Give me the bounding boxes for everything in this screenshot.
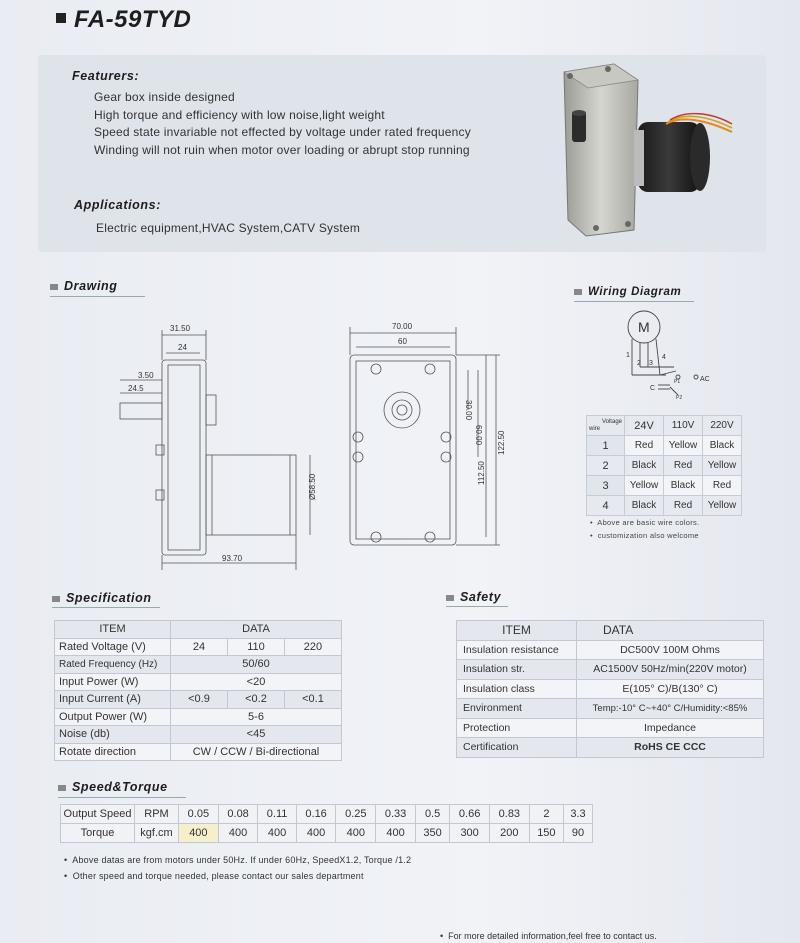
spec-value: 5-6 — [171, 708, 342, 726]
contact-note-text: For more detailed information,feel free to contact us. — [448, 931, 657, 941]
specification-table — [54, 620, 342, 761]
dim-label: 122.50 — [497, 430, 506, 455]
speed-cell: 0.83 — [489, 805, 529, 824]
safety-value: AC1500V 50Hz/min(220V motor) — [577, 660, 764, 680]
title-square-icon — [56, 13, 66, 23]
corner-voltage-label: Voltage — [601, 418, 622, 425]
contact-note: • For more detailed information,feel free to contact us. — [440, 931, 657, 941]
corner-wire-label: wire — [589, 425, 601, 432]
pin-label: 1 — [626, 352, 630, 359]
voltage-header: 110V — [664, 416, 703, 436]
pin-label: 3 — [649, 360, 653, 367]
speed-row-label: Output Speed — [61, 805, 135, 824]
wire-color-cell: Red — [664, 456, 703, 476]
wire-note-text: customization also welcome — [597, 531, 699, 540]
spec-label: Noise (db) — [55, 726, 171, 744]
feature-item: Speed state invariable not effected by voltage under rated frequency — [94, 125, 471, 139]
wire-color-cell: Red — [625, 436, 664, 456]
safety-label: Protection — [457, 718, 577, 738]
spec-value: 50/60 — [171, 656, 342, 674]
safety-underline — [446, 606, 508, 607]
dim-label: 60.00 — [474, 425, 483, 446]
spec-label: Rotate direction — [55, 743, 171, 761]
torque-cell: 150 — [529, 824, 563, 843]
safety-label: Environment — [457, 699, 577, 719]
speed-torque-heading — [58, 780, 168, 794]
wire-color-cell: Black — [664, 476, 703, 496]
speed-cell: 0.33 — [376, 805, 416, 824]
dim-label: 24.5 — [128, 384, 144, 393]
speed-torque-heading-text: Speed&Torque — [72, 780, 168, 794]
features-list — [94, 89, 471, 159]
safety-col-item: ITEM — [457, 621, 577, 641]
footnote: • Other speed and torque needed, please contact our sales department — [64, 871, 364, 881]
spec-value: 24 — [171, 638, 228, 656]
feature-item: Winding will not ruin when motor over loading or abrupt stop running — [94, 142, 470, 157]
torque-cell: 300 — [450, 824, 490, 843]
torque-row-unit: kgf.cm — [135, 824, 179, 843]
section-marker-icon — [52, 596, 60, 602]
dim-label: 24 — [178, 343, 187, 352]
wire-table-corner — [587, 416, 625, 436]
speed-cell: 0.11 — [258, 805, 296, 824]
spec-label: Input Power (W) — [55, 673, 171, 691]
feature-item: Gear box inside designed — [94, 90, 235, 104]
wire-color-cell: Yellow — [703, 456, 742, 476]
safety-value: E(105° C)/B(130° C) — [577, 679, 764, 699]
spec-underline — [52, 607, 160, 608]
safety-heading-text: Safety — [460, 590, 502, 604]
pin-label: 4 — [662, 354, 666, 361]
safety-label: Insulation class — [457, 679, 577, 699]
wire-color-cell: Black — [625, 496, 664, 516]
footnote-text: Above datas are from motors under 50Hz. If under 60Hz, SpeedX1.2, Torque /1.2 — [72, 855, 412, 865]
speed-cell: 2 — [529, 805, 563, 824]
wire-number: 2 — [587, 456, 625, 476]
spec-value: <20 — [171, 673, 342, 691]
spec-value: <0.1 — [284, 691, 341, 709]
dim-label: Ø58.50 — [308, 473, 317, 500]
dim-label: 93.70 — [222, 554, 243, 563]
p2-label: P2 — [676, 395, 683, 401]
wiring-underline — [574, 301, 694, 302]
wire-color-cell: Yellow — [664, 436, 703, 456]
wire-color-cell: Yellow — [703, 496, 742, 516]
drawing-heading — [50, 279, 118, 293]
wiring-heading — [574, 286, 681, 298]
dim-label: 31.50 — [170, 324, 191, 333]
dim-label: 30.00 — [464, 400, 473, 421]
wiring-diagram — [600, 305, 730, 405]
wire-number: 3 — [587, 476, 625, 496]
spec-col-item: ITEM — [55, 621, 171, 639]
spec-value: 220 — [284, 638, 341, 656]
safety-col-data: DATA — [577, 621, 764, 641]
torque-cell: 200 — [489, 824, 529, 843]
speed-cell: 0.16 — [296, 805, 336, 824]
speed-torque-table — [60, 804, 593, 843]
spec-col-data: DATA — [171, 621, 342, 639]
speed-cell: 3.3 — [564, 805, 593, 824]
capacitor-label: C — [650, 385, 656, 392]
section-marker-icon — [574, 289, 582, 295]
spec-label: Input Current (A) — [55, 691, 171, 709]
voltage-header: 220V — [703, 416, 742, 436]
voltage-header: 24V — [625, 416, 664, 436]
spec-label: Output Power (W) — [55, 708, 171, 726]
product-title-text: FA-59TYD — [74, 6, 192, 33]
specification-heading — [52, 591, 152, 605]
wire-color-table — [586, 415, 742, 516]
dim-label: 60 — [398, 337, 407, 346]
wire-color-cell: Black — [625, 456, 664, 476]
wiring-heading-text: Wiring Diagram — [588, 286, 682, 298]
section-marker-icon — [58, 785, 66, 791]
features-heading: Featurers: — [72, 69, 140, 83]
safety-value: Impedance — [577, 718, 764, 738]
spec-value: 110 — [227, 638, 284, 656]
safety-heading — [446, 590, 501, 604]
speed-underline — [58, 797, 186, 798]
speed-cell: 0.66 — [450, 805, 490, 824]
applications-heading: Applications: — [74, 198, 161, 212]
safety-label: Insulation resistance — [457, 640, 577, 660]
speed-cell: 0.5 — [415, 805, 449, 824]
wire-note-text: Above are basic wire colors. — [597, 518, 700, 527]
spec-value: CW / CCW / Bi-directional — [171, 743, 342, 761]
spec-value: <45 — [171, 726, 342, 744]
torque-row-label: Torque — [61, 824, 135, 843]
ac-label: AC — [700, 376, 710, 383]
spec-label: Rated Voltage (V) — [55, 638, 171, 656]
torque-cell: 90 — [564, 824, 593, 843]
speed-cell: 0.08 — [218, 805, 258, 824]
safety-value: DC500V 100M Ohms — [577, 640, 764, 660]
torque-cell: 400 — [218, 824, 258, 843]
section-marker-icon — [446, 595, 454, 601]
product-title — [56, 6, 191, 34]
motor-photo — [556, 60, 736, 240]
wire-color-cell: Black — [703, 436, 742, 456]
wire-number: 4 — [587, 496, 625, 516]
torque-cell: 400 — [179, 824, 219, 843]
speed-cell: 0.05 — [179, 805, 219, 824]
wire-note: • Above are basic wire colors. — [590, 518, 700, 527]
specification-heading-text: Specification — [66, 591, 152, 605]
pin-label: 2 — [637, 360, 641, 367]
section-marker-icon — [50, 284, 58, 290]
dim-label: 3.50 — [138, 371, 154, 380]
wire-note: • customization also welcome — [590, 531, 699, 540]
speed-row-unit: RPM — [135, 805, 179, 824]
footnote-text: Other speed and torque needed, please contact our sales department — [72, 871, 364, 881]
safety-label: Certification — [457, 738, 577, 758]
spec-value: <0.9 — [171, 691, 228, 709]
technical-drawing — [100, 315, 540, 575]
safety-value: Temp:-10° C~+40° C/Humidity:<85% — [577, 699, 764, 719]
feature-item: High torque and efficiency with low noise,light weight — [94, 107, 385, 122]
torque-cell: 400 — [376, 824, 416, 843]
dim-label: 70.00 — [392, 322, 413, 331]
p1-label: P1 — [674, 379, 681, 385]
wire-color-cell: Red — [703, 476, 742, 496]
torque-cell: 400 — [296, 824, 336, 843]
torque-cell: 350 — [415, 824, 449, 843]
drawing-heading-text: Drawing — [64, 279, 118, 293]
wire-number: 1 — [587, 436, 625, 456]
torque-cell: 400 — [258, 824, 296, 843]
wire-color-cell: Red — [664, 496, 703, 516]
dim-label: 112.50 — [477, 461, 486, 485]
spec-label: Rated Frequency (Hz) — [55, 656, 171, 674]
torque-cell: 400 — [336, 824, 376, 843]
applications-text: Electric equipment,HVAC System,CATV System — [96, 221, 361, 235]
wire-color-cell: Yellow — [625, 476, 664, 496]
speed-cell: 0.25 — [336, 805, 376, 824]
certification-logos: RoHS CE CCC — [577, 738, 764, 758]
safety-table — [456, 620, 764, 758]
footnote: • Above datas are from motors under 50Hz. If under 60Hz, SpeedX1.2, Torque /1.2 — [64, 855, 412, 865]
motor-symbol-label: M — [638, 319, 650, 335]
spec-value: <0.2 — [227, 691, 284, 709]
safety-label: Insulation str. — [457, 660, 577, 680]
drawing-underline — [50, 296, 145, 297]
